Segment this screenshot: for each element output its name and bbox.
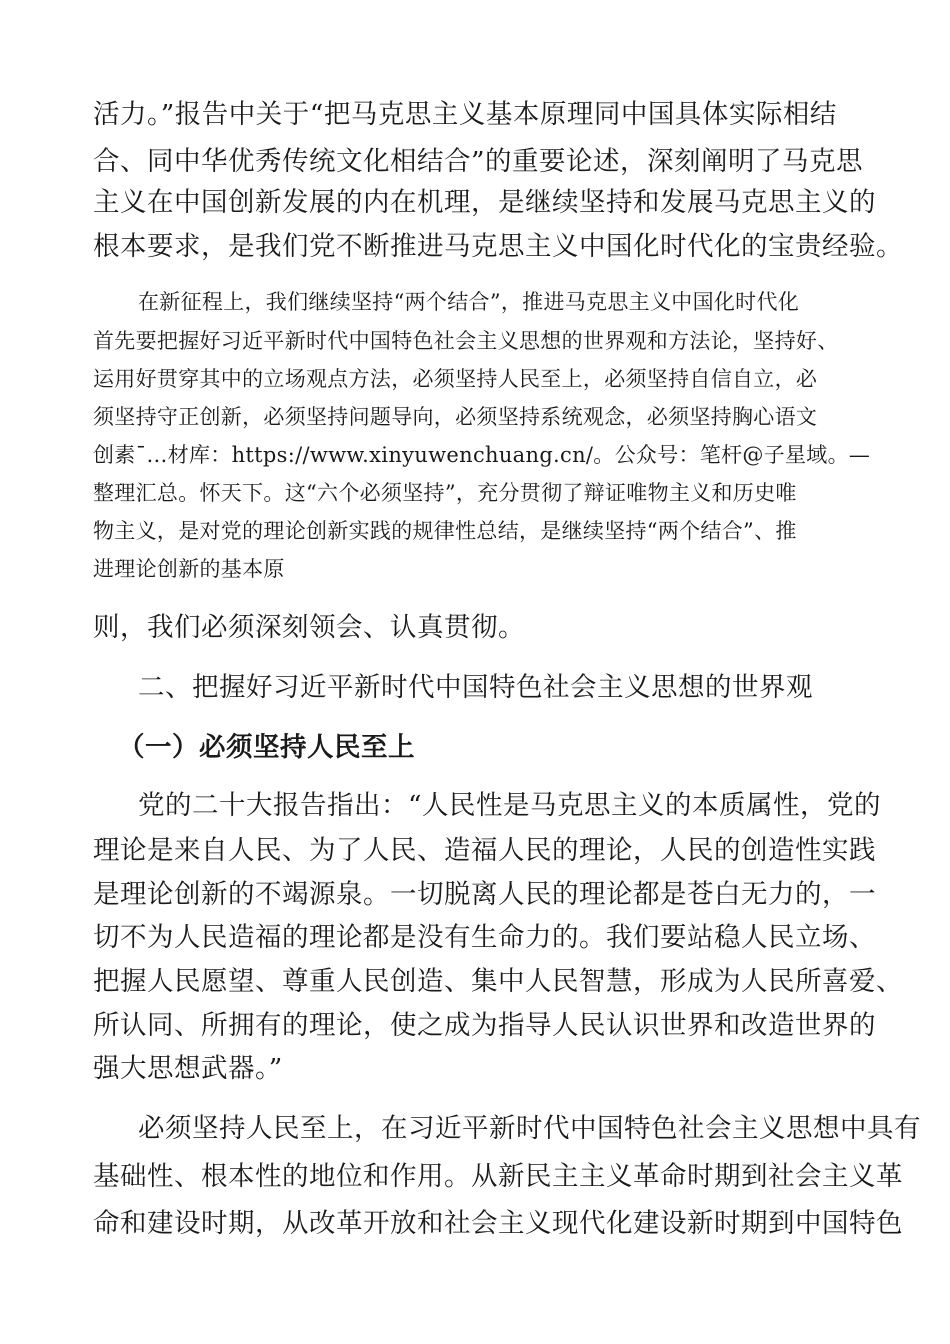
text-line: 物主义，是对党的理论创新实践的规律性总结，是继续坚持“两个结合”、推 [93,519,797,543]
text-line: （一）必须坚持人民至上 [118,732,415,763]
text-line: 二、把握好习近平新时代中国特色社会主义思想的世界观 [138,672,813,703]
text-line: 命和建设时期，从改革开放和社会主义现代化建设新时期到中国特色 [93,1208,903,1239]
text-line: 所认同、所拥有的理论，使之成为指导人民认识世界和改造世界的 [93,1010,876,1041]
text-line: 运用好贯穿其中的立场观点方法，必须坚持人民至上，必须坚持自信自立，必 [93,367,818,391]
text-line: 必须坚持人民至上，在习近平新时代中国特色社会主义思想中具有 [138,1113,921,1144]
text-line: 切不为人民造福的理论都是没有生命力的。我们要站稳人民立场、 [93,922,876,953]
text-line: 在新征程上，我们继续坚持“两个结合”，推进马克思主义中国化时代化 [138,290,800,314]
text-line: 是理论创新的不竭源泉。一切脱离人民的理论都是苍白无力的，一 [93,879,876,910]
text-line: 整理汇总。怀天下。这“六个必须坚持”，充分贯彻了辩证唯物主义和历史唯 [93,481,797,505]
text-line: 强大思想武器。” [93,1053,283,1084]
text-line: 基础性、根本性的地位和作用。从新民主主义革命时期到社会主义革 [93,1161,903,1192]
text-line: 则，我们必须深刻领会、认真贯彻。 [93,612,525,643]
text-line: 根本要求，是我们党不断推进马克思主义中国化时代化的宝贵经验。 [93,231,903,262]
text-line: 进理论创新的基本原 [93,557,285,581]
text-line: 主义在中国创新发展的内在机理，是继续坚持和发展马克思主义的 [93,187,876,218]
text-line: 须坚持守正创新，必须坚持问题导向，必须坚持系统观念，必须坚持胸心语文 [93,405,818,429]
text-line: 合、同中华优秀传统文化相结合”的重要论述，深刻阐明了马克思 [93,146,864,177]
text-line: 首先要把握好习近平新时代中国特色社会主义思想的世界观和方法论，坚持好、 [93,329,839,353]
text-line: 理论是来自人民、为了人民、造福人民的理论，人民的创造性实践 [93,835,876,866]
text-line: 活力。”报告中关于“把马克思主义基本原理同中国具体实际相结 [93,99,837,130]
text-line: 党的二十大报告指出：“人民性是马克思主义的本质属性，党的 [138,790,882,821]
text-line: 把握人民愿望、尊重人民创造、集中人民智慧，形成为人民所喜爱、 [93,966,903,997]
text-line: 创素¯…材库：https://www.xinyuwenchuang.cn/。公众号：笔杆@子星域。— [93,443,871,467]
